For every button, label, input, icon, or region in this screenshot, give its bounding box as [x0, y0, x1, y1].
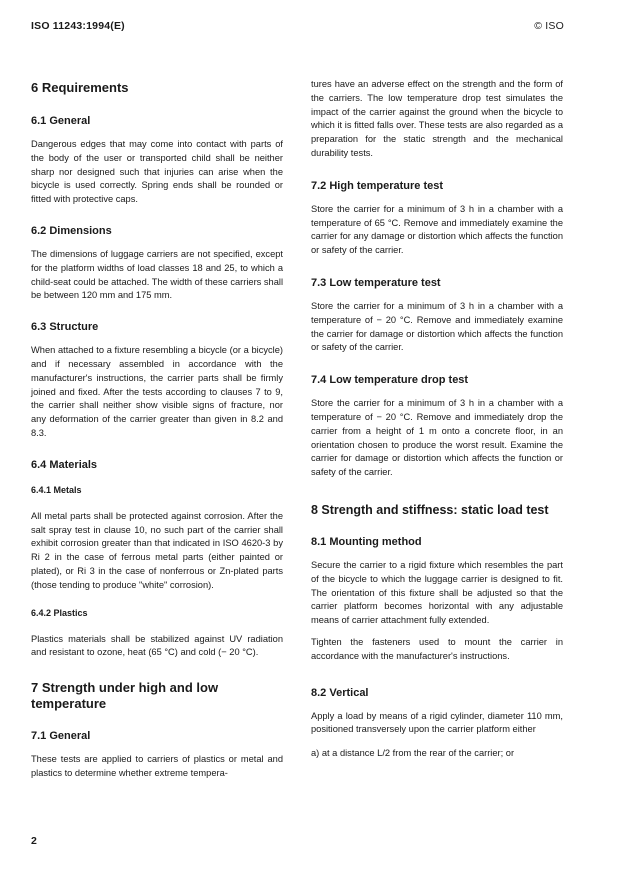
section-6-heading: 6 Requirements [31, 80, 129, 95]
section-6-4-1-text: All metal parts shall be protected against corrosion. After the salt spray test in clause 10, no such part of the carrier shall exhibit corrosion greater than that indicated in ISO 4620-3 by Ri 2 in the case of ferrous metal parts (either painted or plated), or Ri 3 in the case of nonferrous or Zn-plated parts (those tending to produce "white" corrosion). [31, 510, 283, 590]
section-6-4-2-heading: 6.4.2 Plastics [31, 607, 88, 618]
section-7-3-heading: 7.3 Low temperature test [311, 276, 441, 289]
section-8-1-text-2: Tighten the fasteners used to mount the carrier in accordance with the manufacturer's instructions. [311, 636, 563, 661]
section-6-3-heading: 6.3 Structure [31, 321, 99, 334]
section-7-1-text-continued: tures have an adverse effect on the strength and the form of the carriers. The low temperature drop test simulates the impact of the carrier against the ground when the bicycle to which it is fitted falls over. These tests are also regarded as a preparation for the static strength and the mechanical durability tests. [311, 79, 563, 158]
section-7-1-heading: 7.1 General [31, 730, 91, 743]
section-6-1-text: Dangerous edges that may come into contact with parts of the body of the user or transported child shall be neither sharp nor designed such that injuries can arise when the bicycle is used correctly. Spring ends shall be rounded or fitted with protective caps. [31, 139, 283, 205]
section-6-4-heading: 6.4 Materials [31, 458, 98, 471]
section-7-2-heading: 7.2 High temperature test [311, 179, 444, 192]
section-7-1-text: These tests are applied to carriers of plastics or metal and plastics to determine whether extreme tempera- [31, 754, 283, 778]
page-number: 2 [31, 835, 37, 847]
section-7-3-text: Store the carrier for a minimum of 3 h in a chamber with a temperature of − 20 °C. Remove and immediately examine the carrier for damage or distortion which affects the function or safety of the carrier. [311, 300, 563, 353]
left-column [31, 78, 283, 781]
copyright-header: © ISO [534, 20, 564, 32]
section-6-2-heading: 6.2 Dimensions [31, 224, 112, 237]
section-6-2-text: The dimensions of luggage carriers are not specified, except for the platform widths of load classes 18 and 25, to which a child-seat could be attached. The width of these carriers shall be between 120 mm and 175 mm. [31, 248, 284, 301]
section-6-4-1-heading: 6.4.1 Metals [31, 484, 82, 495]
section-8-1-heading: 8.1 Mounting method [311, 535, 422, 548]
section-8-2-text: Apply a load by means of a rigid cylinder, diameter 110 mm, positioned transversely upon the carrier platform either [311, 710, 563, 735]
section-8-heading: 8 Strength and stiffness: static load test [311, 502, 549, 517]
standard-header: ISO 11243:1994(E) [31, 20, 125, 32]
section-7-2-text: Store the carrier for a minimum of 3 h in a chamber with a temperature of 65 °C. Remove and immediately examine the carrier for any damage or distortion which affects the function or safety of the carrier. [311, 203, 563, 256]
section-6-4-2-text: Plastics materials shall be stabilized against UV radiation and resistant to ozone, heat (65 °C) and cold (− 20 °C). [31, 633, 283, 658]
section-6-1-heading: 6.1 General [31, 115, 91, 127]
section-7-heading: 7 Strength under high and low temperature [31, 680, 219, 712]
section-8-1-text: Secure the carrier to a rigid fixture which resembles the part of the bicycle to which the luggage carrier is designed to fit. The orientation of this fixture shall be adjusted so that the carrier platform becomes horizontal with any adjustable means of carrier attachment fully extended. [311, 559, 563, 626]
right-column [311, 78, 563, 761]
section-8-2-heading: 8.2 Vertical [311, 686, 369, 699]
section-6-3-text: When attached to a fixture resembling a bicycle (or a bicycle) and if necessary assembled in accordance with the manufacturer's instructions, the carrier parts shall be firmly joined and fixed. After the tests according to clauses 7 to 9, the carrier shall neither show visible signs of fracture, nor any deformation of the carrier greater than given in 8.2 and 8.3. [31, 345, 283, 438]
section-7-4-text: Store the carrier for a minimum of 3 h in a chamber with a temperature of − 20 °C. Remove and immediately drop the carrier from a height of 1 m onto a concrete floor, in an orientation chosen to produce the worst result. Examine the carrier for damage or distortion which affects the function or safety of the carrier. [311, 398, 563, 478]
section-8-2-item-a: a) at a distance L/2 from the rear of the carrier; or [311, 748, 515, 759]
section-7-4-heading: 7.4 Low temperature drop test [311, 374, 469, 387]
